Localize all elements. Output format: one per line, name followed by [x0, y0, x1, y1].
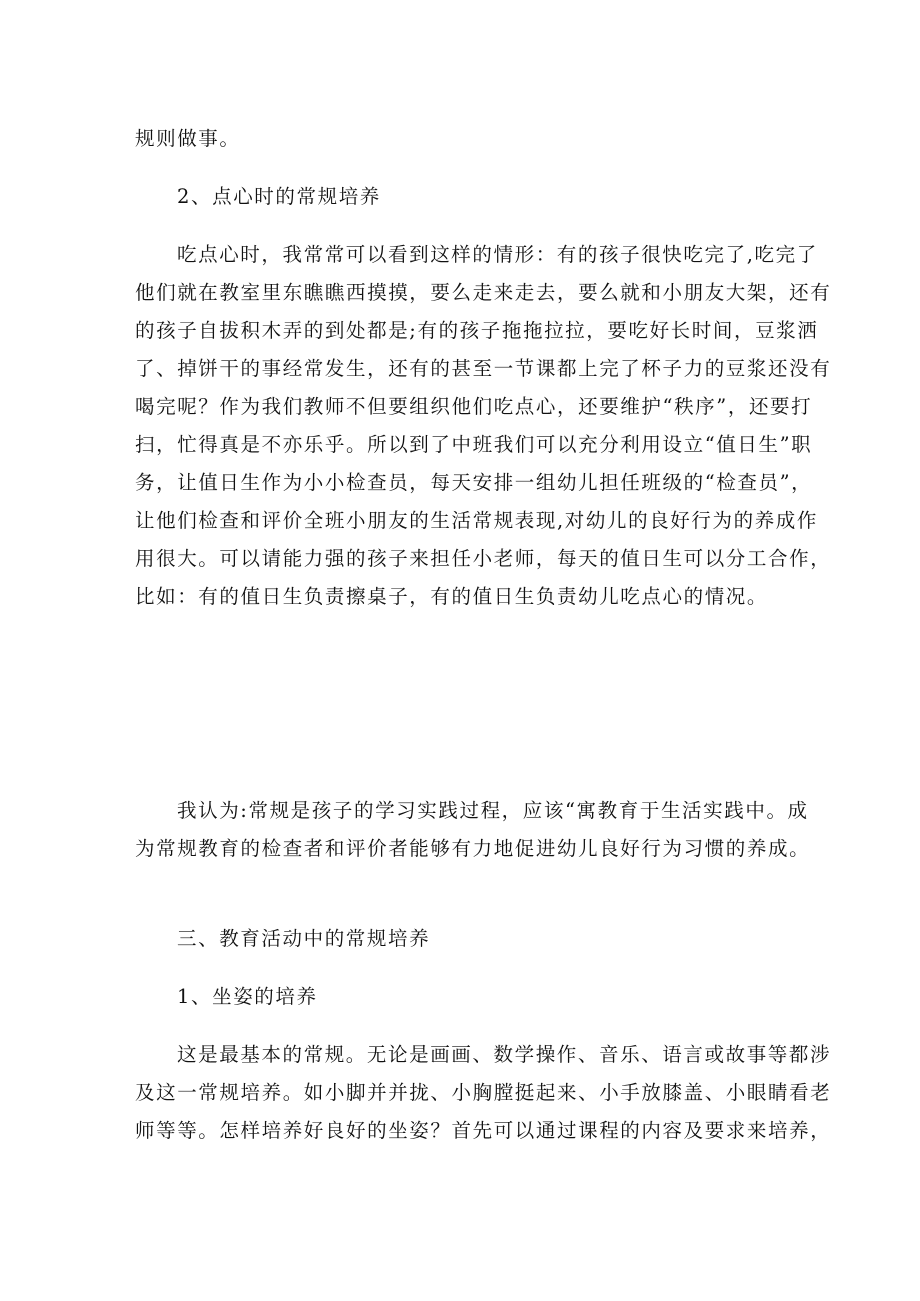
paragraph-opinion [135, 792, 811, 868]
text-line: 让他们检查和评价全班小朋友的生活常规表现,对幼儿的良好行为的养成作 [135, 509, 818, 532]
text-line: 他们就在教室里东瞧瞧西摸摸，要么走来走去，要么就和小朋友大架，还有 [135, 281, 832, 304]
text-line: 比如：有的值日生负责擦桌子，有的值日生负责幼儿吃点心的情况。 [135, 585, 769, 608]
text-line: 这是最基本的常规。无论是画画、数学操作、音乐、语言或故事等都涉 [177, 1043, 832, 1066]
text-line: 吃点心时，我常常可以看到这样的情形：有的孩子很快吃完了,吃完了 [177, 243, 818, 266]
text-line: 用很大。可以请能力强的孩子来担任小老师，每天的值日生可以分工合作， [135, 547, 832, 570]
text-line: 及这一常规培养。如小脚并并拢、小胸膛挺起来、小手放膝盖、小眼睛看老 [135, 1081, 832, 1104]
text-line: 务，让值日生作为小小检查员，每天安排一组幼儿担任班级的“检查员”， [135, 471, 813, 494]
text-line: 喝完呢？作为我们教师不但要组织他们吃点心，还要维护“秩序”，还要打 [135, 395, 813, 418]
text-line: 的孩子自拔积木弄的到处都是;有的孩子拖拖拉拉，要吃好长时间，豆浆洒 [135, 319, 819, 342]
text-line: 师等等。怎样培养好良好的坐姿？首先可以通过课程的内容及要求来培养， [135, 1119, 832, 1142]
heading-section-three: 三、教育活动中的常规培养 [177, 927, 431, 950]
paragraph-sitting [135, 1036, 832, 1150]
text-line: 了、掉饼干的事经常发生，还有的甚至一节课都上完了杯子力的豆浆还没有 [135, 357, 832, 380]
heading-sitting-posture: 1、坐姿的培养 [177, 985, 318, 1008]
heading-snack-routine: 2、点心时的常规培养 [177, 185, 381, 208]
text-line: 扫，忙得真是不亦乐乎。所以到了中班我们可以充分利用设立“值日生”职 [135, 433, 813, 456]
paragraph-snack [135, 236, 832, 616]
text-line: 规则做事。 [135, 127, 241, 150]
text-line: 我认为:常规是孩子的学习实践过程，应该“寓教育于生活实践中。成 [177, 799, 809, 822]
continuation-paragraph [135, 120, 795, 158]
text-line: 为常规教育的检查者和评价者能够有力地促进幼儿良好行为习惯的养成。 [135, 837, 811, 860]
